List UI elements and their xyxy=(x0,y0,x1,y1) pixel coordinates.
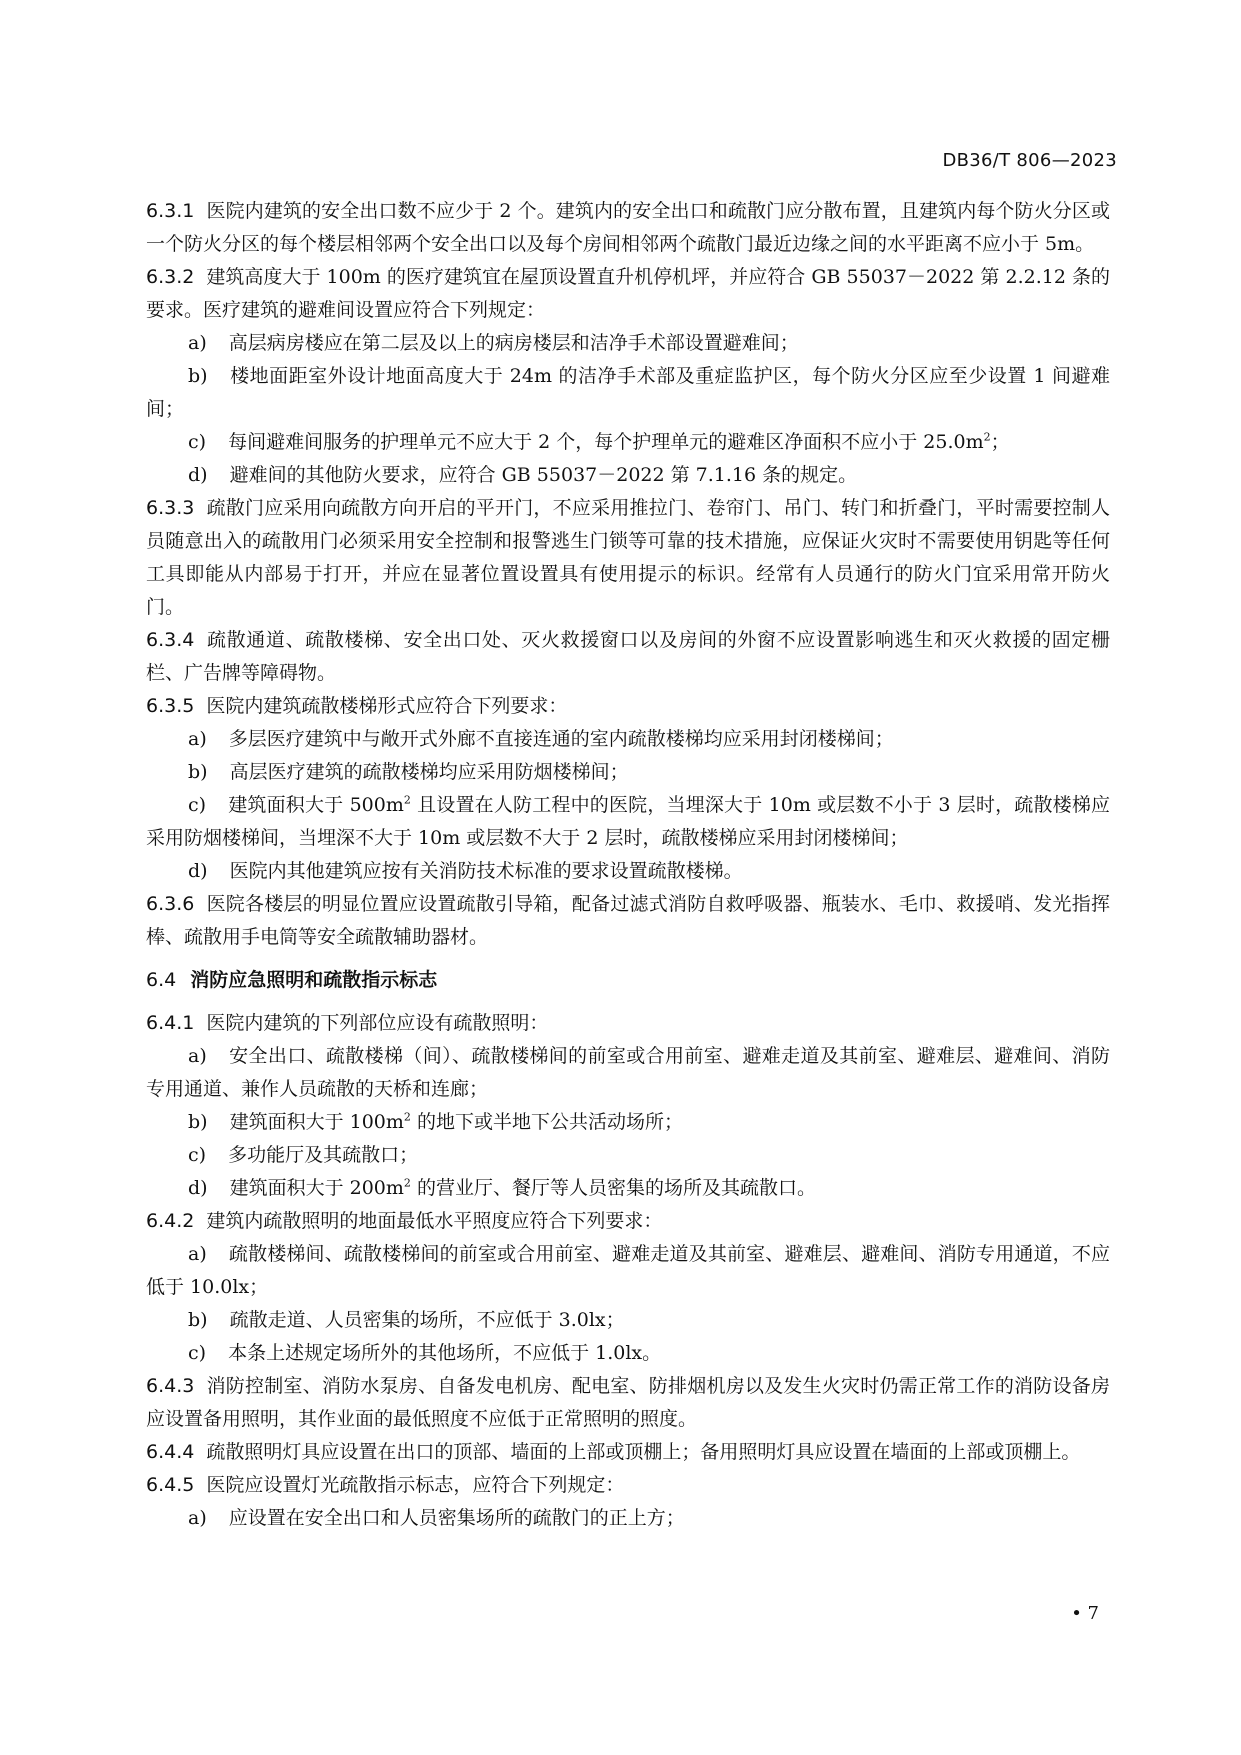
item-label: c) xyxy=(188,794,207,816)
item-label: b) xyxy=(188,1309,208,1331)
item-text: 建筑面积大于 100m xyxy=(229,1111,404,1133)
item-label: b) xyxy=(188,761,208,783)
item-text: 避难间的其他防火要求，应符合 GB 55037－2022 第 7.1.16 条的规定。 xyxy=(229,464,858,486)
item-text: 多功能厅及其疏散口； xyxy=(228,1144,419,1166)
section-number: 6.4 xyxy=(146,969,177,991)
list-item xyxy=(146,1304,1110,1337)
list-item xyxy=(146,723,1110,756)
list-item xyxy=(146,1337,1110,1370)
superscript: 2 xyxy=(983,430,991,444)
item-label: d) xyxy=(188,860,208,882)
clause-6-3-2 xyxy=(146,261,1110,327)
section-title: 消防应急照明和疏散指示标志 xyxy=(190,969,438,991)
item-text: 建筑面积大于 500m xyxy=(228,794,404,816)
list-item xyxy=(146,459,1110,492)
item-text: 本条上述规定场所外的其他场所，不应低于 1.0lx。 xyxy=(228,1342,662,1364)
clause-text: 医院各楼层的明显位置应设置疏散引导箱，配备过滤式消防自救呼吸器、瓶装水、毛巾、救援哨、发光指挥棒、疏散用手电筒等安全疏散辅助器材。 xyxy=(146,893,1110,948)
clause-6-3-6 xyxy=(146,888,1110,954)
clause-number: 6.3.5 xyxy=(146,695,195,717)
clause-number: 6.3.4 xyxy=(146,629,195,651)
item-text: 安全出口、疏散楼梯（间）、疏散楼梯间的前室或合用前室、避难走道及其前室、避难层、避难间、消防专用通道、兼作人员疏散的天桥和连廊； xyxy=(146,1045,1110,1100)
item-text: 医院内其他建筑应按有关消防技术标准的要求设置疏散楼梯。 xyxy=(229,860,743,882)
list-item xyxy=(146,360,1110,426)
list-item xyxy=(146,1139,1110,1172)
clause-text: 疏散通道、疏散楼梯、安全出口处、灭火救援窗口以及房间的外窗不应设置影响逃生和灭火救援的固定栅栏、广告牌等障碍物。 xyxy=(146,629,1110,684)
item-text: 多层医疗建筑中与敞开式外廊不直接连通的室内疏散楼梯均应采用封闭楼梯间； xyxy=(228,728,894,750)
clause-6-3-4 xyxy=(146,624,1110,690)
clause-text: 医院内建筑的安全出口数不应少于 2 个。建筑内的安全出口和疏散门应分散布置，且建筑内每个防火分区或一个防火分区的每个楼层相邻两个安全出口以及每个房间相邻两个疏散门最近边缘之间的水平距离不应小于 5m。 xyxy=(146,200,1110,255)
superscript: 2 xyxy=(403,1176,411,1190)
clause-text: 疏散门应采用向疏散方向开启的平开门，不应采用推拉门、卷帘门、吊门、转门和折叠门，平时需要控制人员随意出入的疏散用门必须采用安全控制和报警逃生门锁等可靠的技术措施，应保证火灾时不需要使用钥匙等任何工具即能从内部易于打开，并应在显著位置设置具有使用提示的标识。经常有人员通行的防火门宜采用常开防火门。 xyxy=(146,497,1110,618)
clause-number: 6.3.2 xyxy=(146,266,195,288)
item-label: a) xyxy=(188,1045,207,1067)
clause-6-4-3 xyxy=(146,1370,1110,1436)
item-text: 楼地面距室外设计地面高度大于 24m 的洁净手术部及重症监护区，每个防火分区应至少设置 1 间避难间； xyxy=(146,365,1110,420)
item-label: b) xyxy=(188,1111,208,1133)
document-code-header: DB36/T 806—2023 xyxy=(942,150,1117,171)
list-item xyxy=(146,1040,1110,1106)
item-label: a) xyxy=(188,1243,207,1265)
item-text-end: 的地下或半地下公共活动场所； xyxy=(410,1111,683,1133)
clause-text: 消防控制室、消防水泵房、自备发电机房、配电室、防排烟机房以及发生火灾时仍需正常工作的消防设备房应设置备用照明，其作业面的最低照度不应低于正常照明的照度。 xyxy=(146,1375,1110,1430)
item-label: d) xyxy=(188,464,208,486)
clause-text: 医院内建筑的下列部位应设有疏散照明： xyxy=(206,1012,549,1034)
list-item xyxy=(146,1502,1110,1535)
clause-6-4-4 xyxy=(146,1436,1110,1469)
clause-number: 6.4.1 xyxy=(146,1012,195,1034)
clause-6-3-3 xyxy=(146,492,1110,624)
clause-text: 医院应设置灯光疏散指示标志，应符合下列规定： xyxy=(206,1474,625,1496)
list-item xyxy=(146,1106,1110,1139)
list-item xyxy=(146,1172,1110,1205)
item-label: c) xyxy=(188,1144,207,1166)
list-item xyxy=(146,327,1110,360)
item-label: c) xyxy=(188,431,207,453)
clause-number: 6.4.3 xyxy=(146,1375,195,1397)
item-text-end: 的营业厅、餐厅等人员密集的场所及其疏散口。 xyxy=(410,1177,816,1199)
clause-6-3-5 xyxy=(146,690,1110,723)
item-label: a) xyxy=(188,728,207,750)
item-label: a) xyxy=(188,1507,207,1529)
clause-number: 6.4.4 xyxy=(146,1441,195,1463)
page-body xyxy=(146,195,1110,1535)
clause-number: 6.3.3 xyxy=(146,497,195,519)
item-label: a) xyxy=(188,332,207,354)
section-heading-6-4 xyxy=(146,964,1110,997)
clause-number: 6.4.5 xyxy=(146,1474,195,1496)
clause-6-4-1 xyxy=(146,1007,1110,1040)
clause-text: 建筑内疏散照明的地面最低水平照度应符合下列要求： xyxy=(206,1210,663,1232)
clause-6-3-1 xyxy=(146,195,1110,261)
clause-number: 6.3.1 xyxy=(146,200,195,222)
item-text: 高层医疗建筑的疏散楼梯均应采用防烟楼梯间； xyxy=(229,761,629,783)
clause-text: 疏散照明灯具应设置在出口的顶部、墙面的上部或顶棚上；备用照明灯具应设置在墙面的上部或顶棚上。 xyxy=(206,1441,1081,1463)
page-number: • 7 xyxy=(1071,1603,1099,1624)
superscript: 2 xyxy=(403,793,411,807)
clause-6-4-2 xyxy=(146,1205,1110,1238)
list-item xyxy=(146,855,1110,888)
item-text-end: ； xyxy=(990,431,1010,453)
item-text: 高层病房楼应在第二层及以上的病房楼层和洁净手术部设置避难间； xyxy=(228,332,799,354)
item-label: c) xyxy=(188,1342,207,1364)
item-text: 应设置在安全出口和人员密集场所的疏散门的正上方； xyxy=(228,1507,685,1529)
list-item xyxy=(146,756,1110,789)
item-text: 疏散走道、人员密集的场所，不应低于 3.0lx； xyxy=(229,1309,625,1331)
clause-text: 医院内建筑疏散楼梯形式应符合下列要求： xyxy=(206,695,568,717)
item-text: 建筑面积大于 200m xyxy=(229,1177,404,1199)
clause-number: 6.4.2 xyxy=(146,1210,195,1232)
item-text-end: 且设置在人防工程中的医院，当埋深大于 10m 或层数不小于 3 层时，疏散楼梯应采用防烟楼梯间，当埋深不大于 10m 或层数不大于 2 层时，疏散楼梯应采用封闭楼梯间； xyxy=(146,794,1111,849)
list-item xyxy=(146,1238,1110,1304)
item-text: 每间避难间服务的护理单元不应大于 2 个，每个护理单元的避难区净面积不应小于 25.0m xyxy=(228,431,984,453)
list-item xyxy=(146,426,1110,459)
item-text: 疏散楼梯间、疏散楼梯间的前室或合用前室、避难走道及其前室、避难层、避难间、消防专用通道，不应低于 10.0lx； xyxy=(146,1243,1110,1298)
list-item xyxy=(146,789,1110,855)
clause-6-4-5 xyxy=(146,1469,1110,1502)
clause-text: 建筑高度大于 100m 的医疗建筑宜在屋顶设置直升机停机坪，并应符合 GB 55037－2022 第 2.2.12 条的要求。医疗建筑的避难间设置应符合下列规定： xyxy=(146,266,1110,321)
superscript: 2 xyxy=(403,1110,411,1124)
clause-number: 6.3.6 xyxy=(146,893,195,915)
item-label: d) xyxy=(188,1177,208,1199)
item-label: b) xyxy=(188,365,208,387)
